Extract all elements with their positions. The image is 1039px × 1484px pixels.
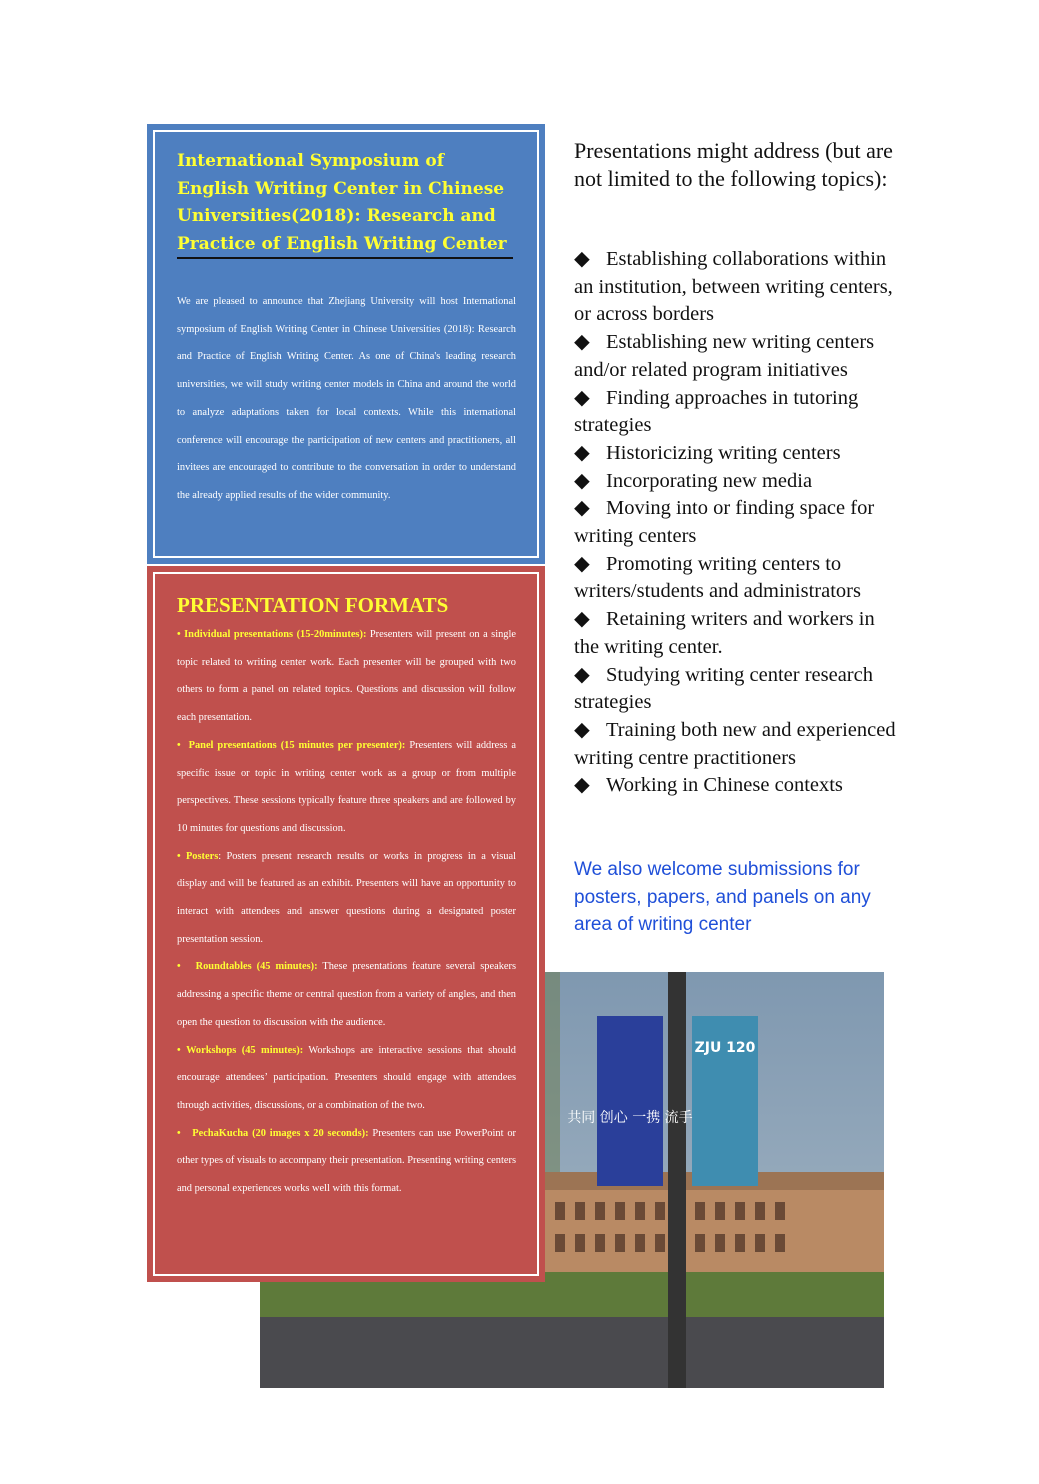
diamond-bullet-icon: ◆: [574, 497, 590, 520]
topic-text: Establishing collaborations within an institution, between writing centers, or across borders: [574, 248, 893, 326]
format-name: Posters: [185, 850, 219, 862]
diamond-bullet-icon: ◆: [574, 441, 590, 464]
topic-text: Incorporating new media: [606, 469, 813, 492]
diamond-bullet-icon: ◆: [574, 608, 590, 631]
topic-text: Historicizing writing centers: [606, 441, 841, 464]
diamond-bullet-icon: ◆: [574, 331, 590, 354]
format-item: [177, 1037, 516, 1120]
format-bullet: •: [177, 1127, 181, 1139]
symposium-title: International Symposium of English Writing Center in Chinese Universities(2018): Research and Practice of English Writing Center: [177, 151, 507, 254]
format-item: [177, 1120, 516, 1203]
formats-list: [177, 621, 516, 1203]
diamond-bullet-icon: ◆: [574, 386, 590, 409]
format-desc: : Posters present research results or works in progress in a visual display and will be featured as an exhibit. Presenters will have an opportunity to interact with attendees and answer questions during a designated poster presentation session.: [177, 850, 516, 945]
topic-text: Studying writing center research strategies: [574, 663, 873, 714]
topic-text: Moving into or finding space for writing centers: [574, 497, 875, 548]
topic-text: Establishing new writing centers and/or related program initiatives: [574, 331, 875, 381]
diamond-bullet-icon: ◆: [574, 469, 590, 492]
topic-item: [574, 440, 904, 468]
format-name: Individual presentations (15-20minutes):: [184, 629, 367, 640]
topic-item: [574, 606, 904, 661]
title-divider: [177, 257, 513, 259]
diamond-bullet-icon: ◆: [574, 774, 590, 797]
topic-text: Promoting writing centers to writers/students and administrators: [574, 552, 861, 603]
topic-text: Retaining writers and workers in the writing center.: [574, 608, 875, 658]
topic-item: [574, 385, 904, 440]
format-bullet: •: [177, 739, 181, 751]
format-bullet: •: [177, 629, 181, 640]
topics-intro: Presentations might address (but are not limited to the following topics):: [574, 138, 893, 191]
format-name: PechaKucha (20 images x 20 seconds):: [192, 1127, 369, 1139]
topic-text: Working in Chinese contexts: [606, 774, 843, 797]
format-item: [177, 843, 516, 954]
format-item: [177, 732, 516, 843]
format-desc: Presenters will present on a single topic related to writing center work. Each presenter will be grouped with two others to form a panel on related topics. Questions and discussion will follow each presentation.: [177, 629, 516, 724]
topic-item: [574, 495, 904, 550]
format-item: [177, 621, 516, 732]
format-bullet: •: [177, 961, 181, 973]
format-item: [177, 953, 516, 1036]
formats-heading: PRESENTATION FORMATS: [177, 593, 449, 617]
format-name: Panel presentations (15 minutes per presenter):: [188, 739, 406, 751]
format-desc: Presenters will address a specific issue or topic in writing center work as a group or from multiple perspectives. These sessions typically feature three speakers and are followed by 10 minutes for questions and discussion.: [177, 739, 516, 834]
diamond-bullet-icon: ◆: [574, 663, 590, 686]
format-desc: Workshops are interactive sessions that should encourage attendees’ participation. Presenters should engage with attendees through activities, discussions, or a combination of the two.: [177, 1044, 516, 1111]
format-desc: These presentations feature several speakers addressing a specific theme or central question from a variety of angles, and then open the question to discussion with the audience.: [177, 961, 517, 1028]
formats-box: [147, 566, 545, 1282]
topic-item: [574, 772, 904, 800]
topic-item: [574, 329, 904, 384]
topic-item: [574, 246, 904, 329]
topic-text: Finding approaches in tutoring strategies: [574, 386, 859, 437]
topic-item: [574, 468, 904, 496]
format-bullet: •: [177, 1044, 181, 1056]
banner-left-text: 共同 创心 一携 流手: [567, 1110, 693, 1126]
topic-text: Training both new and experienced writing centre practitioners: [574, 718, 896, 769]
banner-right-text: ZJU 120: [694, 1040, 756, 1056]
format-name: Roundtables (45 minutes):: [195, 961, 318, 973]
format-bullet: •: [177, 850, 181, 862]
topics-list: [574, 246, 904, 800]
topic-item: [574, 717, 904, 772]
topic-item: [574, 662, 904, 717]
format-name: Workshops (45 minutes):: [186, 1044, 304, 1056]
diamond-bullet-icon: ◆: [574, 718, 590, 741]
symposium-intro: We are pleased to announce that Zhejiang University will host International symposium of English Writing Center in Chinese Universities (2018): Research and Practice of English Writing Center. As one of China's leading research universities, we will study writing center models in China and around the world to analyze adaptations taken for local contexts. While this international conference will encourage the participation of new centers and practitioners, all invitees are encouraged to contribute to the conversation in order to understand the already applied results of the wider community.: [177, 296, 516, 501]
symposium-box: [147, 124, 545, 564]
diamond-bullet-icon: ◆: [574, 552, 590, 575]
topic-item: [574, 551, 904, 606]
welcome-note: We also welcome submissions for posters, papers, and panels on any area of writing center: [574, 859, 871, 936]
diamond-bullet-icon: ◆: [574, 248, 590, 270]
format-desc: Presenters can use PowerPoint or other types of visuals to accompany their presentation. Presenting writing centers and personal experiences works well with this format.: [177, 1127, 516, 1195]
